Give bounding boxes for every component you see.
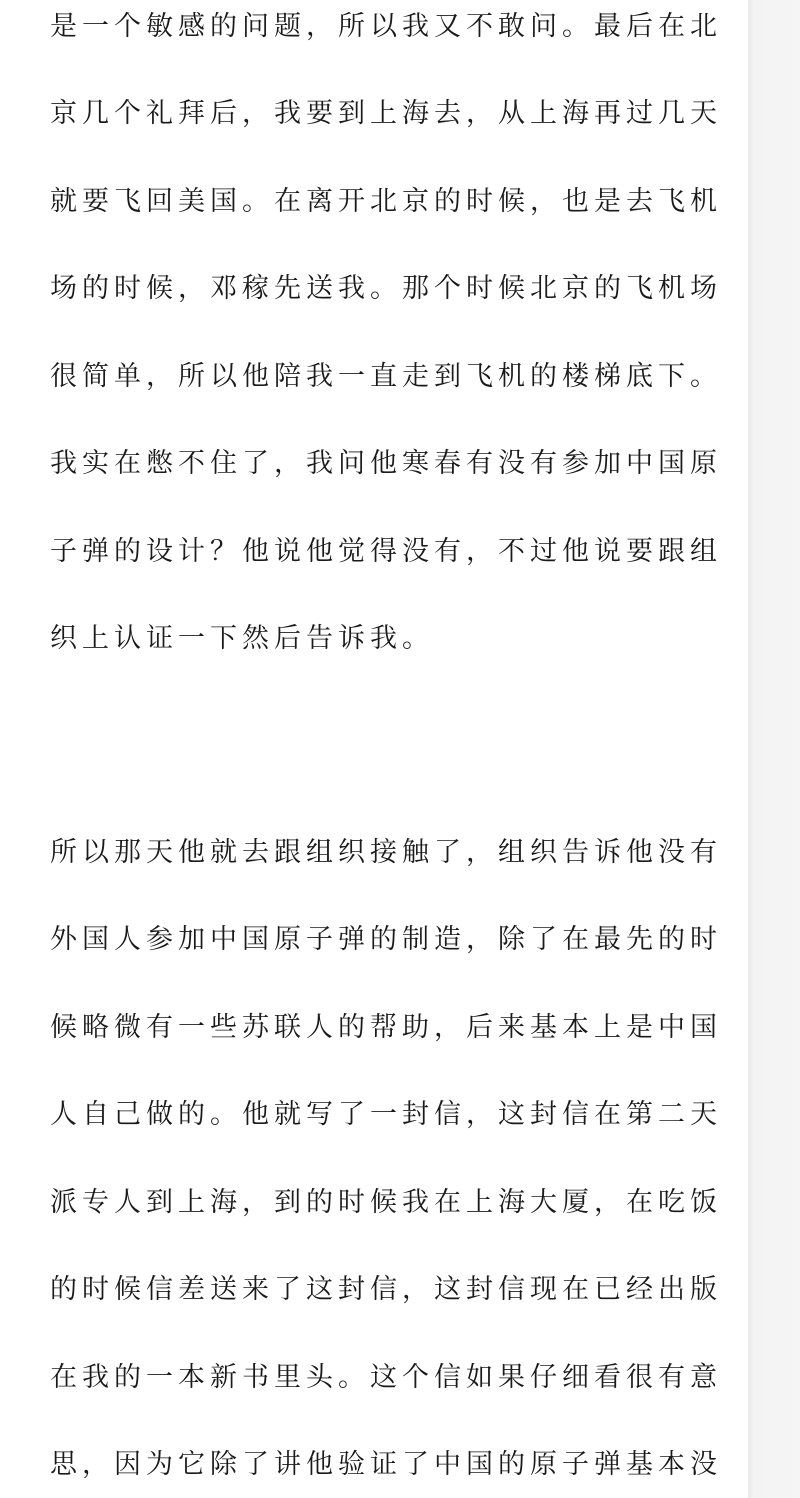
text-line: 场的时候，邓稼先送我。那个时候北京的飞机场 xyxy=(50,273,722,304)
text-line: 的时候信差送来了这封信，这封信现在已经出版 xyxy=(50,1274,722,1305)
text-line: 就要飞回美国。在离开北京的时候，也是去飞机 xyxy=(50,186,722,217)
text-line: 候略微有一些苏联人的帮助，后来基本上是中国 xyxy=(50,1012,722,1043)
text-line: 是一个敏感的问题，所以我又不敢问。最后在北 xyxy=(50,11,722,42)
text-line: 织上认证一下然后告诉我。 xyxy=(50,623,434,654)
text-line: 很简单，所以他陪我一直走到飞机的楼梯底下。 xyxy=(50,361,722,392)
text-line: 我实在憋不住了，我问他寒春有没有参加中国原 xyxy=(50,448,722,479)
text-line: 在我的一本新书里头。这个信如果仔细看很有意 xyxy=(50,1362,722,1393)
text-line: 所以那天他就去跟组织接触了，组织告诉他没有 xyxy=(50,837,722,868)
text-line: 京几个礼拜后，我要到上海去，从上海再过几天 xyxy=(50,98,722,129)
right-margin xyxy=(748,0,800,1498)
text-line: 派专人到上海，到的时候我在上海大厦，在吃饭 xyxy=(50,1187,722,1218)
text-line: 子弹的设计？他说他觉得没有，不过他说要跟组 xyxy=(50,536,722,567)
text-line: 外国人参加中国原子弹的制造，除了在最先的时 xyxy=(50,924,722,955)
text-line: 人自己做的。他就写了一封信，这封信在第二天 xyxy=(50,1099,722,1130)
text-line: 思，因为它除了讲他验证了中国的原子弹基本没 xyxy=(50,1449,722,1480)
